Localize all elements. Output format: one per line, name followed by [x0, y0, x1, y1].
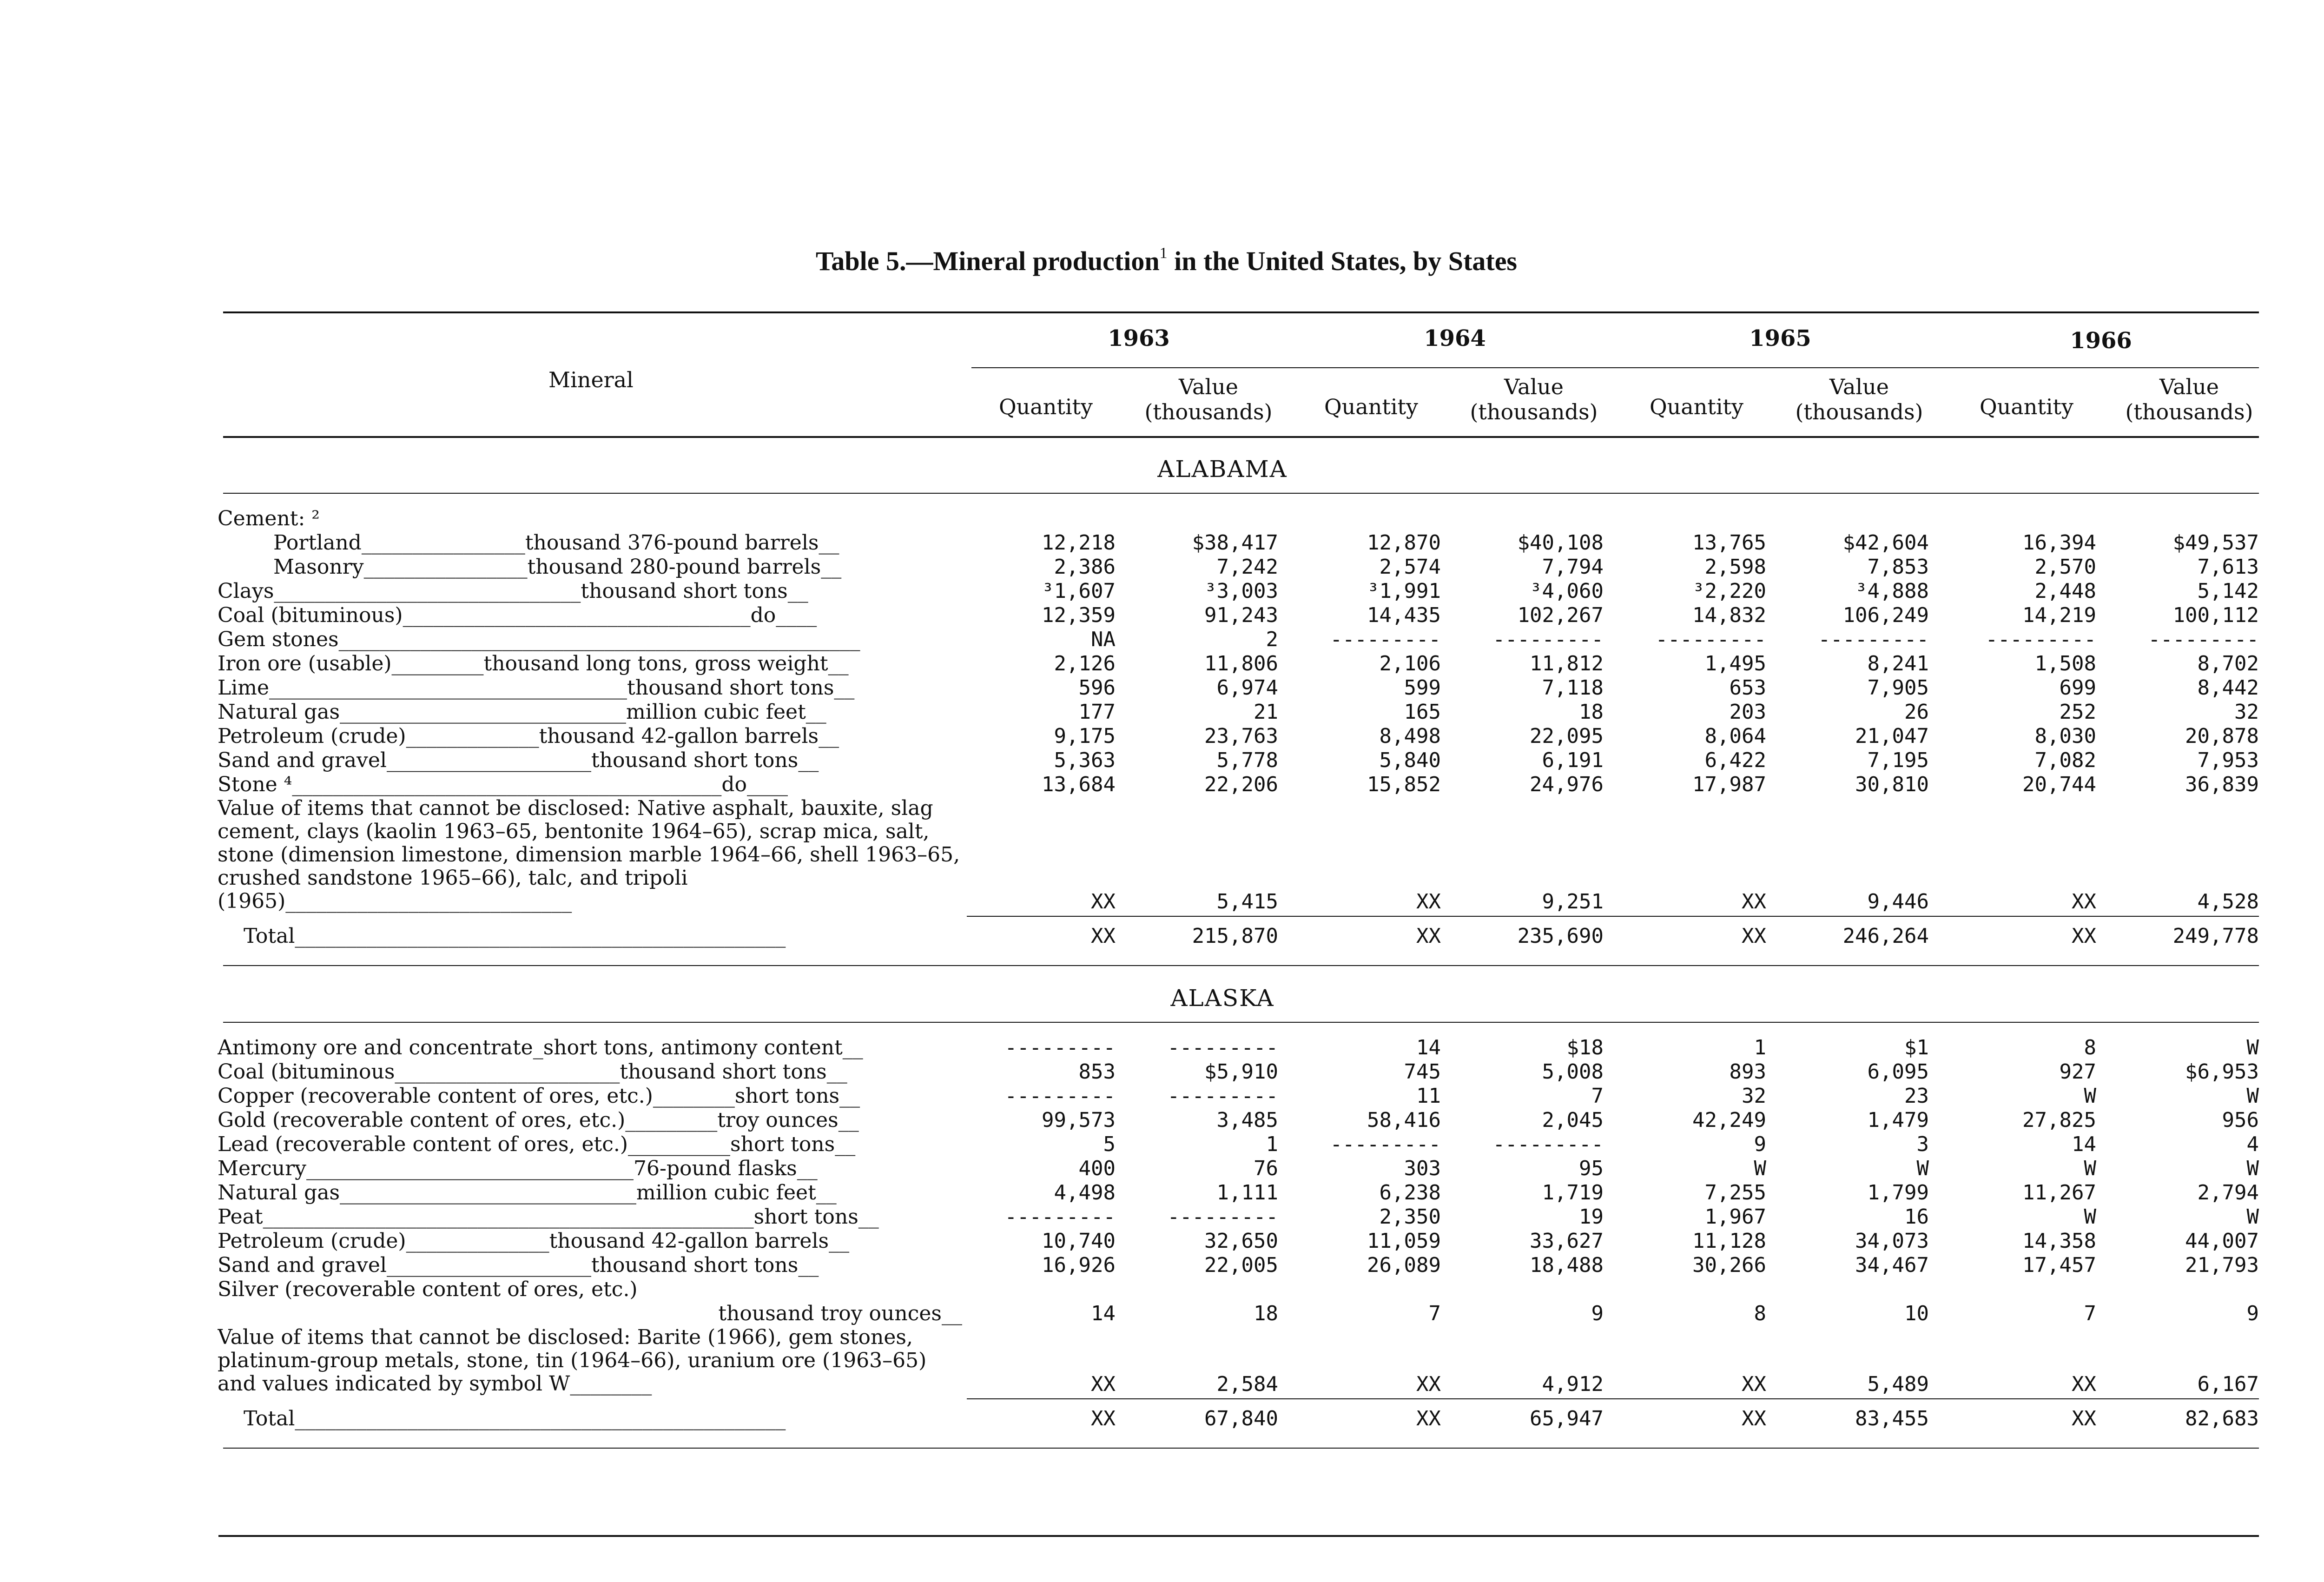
value-cell: ---------: [1167, 1036, 1278, 1059]
value-cell: 3,485: [1216, 1108, 1278, 1132]
quantity-cell: 4,498: [1054, 1181, 1116, 1205]
value-cell: 100,112: [2172, 603, 2259, 627]
quantity-cell: 165: [1404, 700, 1441, 724]
total-rule: [967, 1398, 2259, 1399]
value-cell: 4,912: [1542, 1372, 1604, 1396]
year-header-1965: 1965: [1749, 325, 1811, 351]
quantity-cell: ---------: [1985, 628, 2096, 651]
value-cell: 1,111: [1216, 1181, 1278, 1205]
table-row: [0, 1060, 2324, 1083]
quantity-cell: XX: [1416, 890, 1441, 913]
value-cell: 1: [1266, 1132, 1278, 1156]
quantity-cell: W: [2084, 1084, 2096, 1108]
value-cell: 33,627: [1530, 1229, 1604, 1253]
state-heading-rule: [223, 1022, 2259, 1023]
value-cell: 21: [1254, 700, 1278, 724]
value-cell: 30,810: [1855, 773, 1929, 796]
value-cell: W: [2246, 1036, 2259, 1059]
state-heading-rule: [223, 493, 2259, 494]
table-row: [0, 555, 2324, 578]
value-cell: 1,719: [1542, 1181, 1604, 1205]
quantity-cell: 42,249: [1692, 1108, 1766, 1132]
row-label: thousand troy ounces__: [718, 1302, 962, 1325]
value-cell: 7,118: [1542, 676, 1604, 700]
row-label: Petroleum (crude)______________thousand 42-gallon barrels__: [218, 1229, 850, 1253]
quantity-cell: 596: [1078, 676, 1116, 700]
quantity-cell: 9: [1754, 1132, 1766, 1156]
value-cell: $38,417: [1192, 531, 1278, 555]
row-label: Lime___________________________________thousand short tons__: [218, 676, 855, 700]
row-label: Petroleum (crude)_____________thousand 42-gallon barrels__: [218, 724, 839, 748]
value-cell: 246,264: [1842, 924, 1929, 948]
value-cell: $6,953: [2185, 1060, 2259, 1084]
table-row: [0, 1278, 2324, 1301]
value-cell: W: [1916, 1157, 1929, 1180]
quantity-cell: ³1,991: [1367, 579, 1441, 603]
quantity-cell: 14,435: [1367, 603, 1441, 627]
total-row: [0, 924, 2324, 947]
value-cell: ---------: [1818, 628, 1929, 651]
quantity-cell: 252: [2059, 700, 2096, 724]
value-cell: 24,976: [1530, 773, 1604, 796]
quantity-cell: ---------: [1004, 1205, 1116, 1229]
value-cell: $1: [1904, 1036, 1929, 1059]
value-cell: 82,683: [2185, 1407, 2259, 1430]
quantity-cell: 58,416: [1367, 1108, 1441, 1132]
row-label: Coal (bituminous______________________thousand short tons__: [218, 1060, 847, 1084]
table-row: [0, 724, 2324, 748]
quantity-cell: XX: [1091, 1372, 1116, 1396]
value-cell: 7,195: [1867, 748, 1929, 772]
value-cell: 26: [1904, 700, 1929, 724]
value-cell: 11,812: [1530, 652, 1604, 675]
value-cell: W: [2246, 1157, 2259, 1180]
quantity-column-header: Quantity: [1649, 394, 1744, 419]
row-label: Total________________________________________________: [244, 924, 786, 948]
table-row: [0, 652, 2324, 675]
quantity-cell: 8: [2084, 1036, 2096, 1059]
row-label: Lead (recoverable content of ores, etc.)__________short tons__: [218, 1132, 856, 1156]
header-bottom-rule: [223, 436, 2259, 438]
quantity-cell: 7,082: [2034, 748, 2096, 772]
quantity-cell: 10,740: [1042, 1229, 1116, 1253]
table-row: [0, 1302, 2324, 1325]
quantity-cell: W: [2084, 1157, 2096, 1180]
title-footnote-marker: 1: [1159, 244, 1168, 262]
value-cell: 20,878: [2185, 724, 2259, 748]
quantity-column-header: Quantity: [1979, 394, 2074, 419]
quantity-cell: 203: [1729, 700, 1766, 724]
title-rest: in the United States, by States: [1174, 246, 1518, 276]
quantity-cell: 2,598: [1704, 555, 1766, 579]
quantity-cell: 30,266: [1692, 1253, 1766, 1277]
value-cell: $49,537: [2172, 531, 2259, 555]
value-cell: 235,690: [1517, 924, 1604, 948]
value-cell: 9,251: [1542, 890, 1604, 913]
quantity-cell: XX: [1416, 924, 1441, 948]
quantity-cell: W: [2084, 1205, 2096, 1229]
row-label: Sand and gravel____________________thousand short tons__: [218, 1253, 819, 1277]
value-cell: 65,947: [1530, 1407, 1604, 1430]
quantity-cell: 8,498: [1379, 724, 1441, 748]
quantity-cell: 20,744: [2022, 773, 2096, 796]
row-label: Masonry________________thousand 280-pound barrels__: [273, 555, 842, 579]
row-label: Copper (recoverable content of ores, etc.)________short tons__: [218, 1084, 860, 1108]
value-cell: 8,702: [2197, 652, 2259, 675]
quantity-cell: XX: [1742, 924, 1766, 948]
value-cell: 7,953: [2197, 748, 2259, 772]
quantity-cell: ---------: [1004, 1036, 1116, 1059]
quantity-cell: 6,238: [1379, 1181, 1441, 1205]
quantity-cell: 27,825: [2022, 1108, 2096, 1132]
value-column-header: Value (thousands): [1144, 374, 1273, 424]
quantity-cell: 7: [2084, 1302, 2096, 1325]
value-cell: 19: [1579, 1205, 1604, 1229]
quantity-cell: 2,350: [1379, 1205, 1441, 1229]
quantity-cell: 2,126: [1054, 652, 1116, 675]
total-rule: [967, 916, 2259, 917]
value-cell: 95: [1579, 1157, 1604, 1180]
quantity-cell: 893: [1729, 1060, 1766, 1084]
value-cell: W: [2246, 1205, 2259, 1229]
value-column-header: Value (thousands): [1470, 374, 1598, 424]
value-cell: 67,840: [1204, 1407, 1278, 1430]
value-cell: 10: [1904, 1302, 1929, 1325]
quantity-cell: 7,255: [1704, 1181, 1766, 1205]
table-row: [0, 748, 2324, 772]
quantity-cell: 5,363: [1054, 748, 1116, 772]
value-cell: 9: [1591, 1302, 1604, 1325]
row-label: Cement: ²: [218, 507, 320, 530]
value-cell: 18: [1579, 700, 1604, 724]
row-label: Gold (recoverable content of ores, etc.)_________troy ounces__: [218, 1108, 859, 1132]
quantity-cell: 853: [1078, 1060, 1116, 1084]
value-cell: ---------: [2148, 628, 2259, 651]
value-cell: 7,853: [1867, 555, 1929, 579]
quantity-cell: 13,765: [1692, 531, 1766, 555]
value-cell: 36,839: [2185, 773, 2259, 796]
quantity-cell: ³1,607: [1042, 579, 1116, 603]
quantity-cell: NA: [1091, 628, 1116, 651]
value-cell: 7,242: [1216, 555, 1278, 579]
state-heading: ALASKA: [1170, 985, 1274, 1012]
value-cell: 8,442: [2197, 676, 2259, 700]
table-row: [0, 1132, 2324, 1156]
value-cell: 32,650: [1204, 1229, 1278, 1253]
row-label: Portland________________thousand 376-pound barrels__: [273, 531, 839, 555]
quantity-cell: 699: [2059, 676, 2096, 700]
value-cell: 4,528: [2197, 890, 2259, 913]
value-cell: 16: [1904, 1205, 1929, 1229]
table-row: [0, 1253, 2324, 1277]
value-cell: 4: [2246, 1132, 2259, 1156]
total-row: [0, 1407, 2324, 1430]
section-end-rule: [223, 965, 2259, 966]
quantity-cell: 1,495: [1704, 652, 1766, 675]
quantity-column-header: Quantity: [1324, 394, 1419, 419]
table-row: [0, 1108, 2324, 1132]
table-row: [0, 773, 2324, 796]
quantity-cell: 2,106: [1379, 652, 1441, 675]
table-row: [0, 507, 2324, 530]
quantity-column-header: Quantity: [998, 394, 1093, 419]
quantity-cell: 11,267: [2022, 1181, 2096, 1205]
quantity-cell: 745: [1404, 1060, 1441, 1084]
title-main: Table 5.—Mineral production: [816, 246, 1160, 276]
value-cell: 23,763: [1204, 724, 1278, 748]
quantity-cell: 927: [2059, 1060, 2096, 1084]
quantity-cell: XX: [2072, 1372, 2096, 1396]
quantity-cell: XX: [1416, 1407, 1441, 1430]
quantity-cell: ---------: [1330, 1132, 1441, 1156]
table-row: [0, 1181, 2324, 1204]
quantity-cell: XX: [1742, 890, 1766, 913]
quantity-cell: 2,574: [1379, 555, 1441, 579]
value-cell: 1,479: [1867, 1108, 1929, 1132]
quantity-cell: 26,089: [1367, 1253, 1441, 1277]
table-row: [0, 579, 2324, 602]
quantity-cell: 2,386: [1054, 555, 1116, 579]
row-label: Antimony ore and concentrate_short tons, antimony content__: [218, 1036, 863, 1059]
value-cell: 5,008: [1542, 1060, 1604, 1084]
value-cell: 18,488: [1530, 1253, 1604, 1277]
value-column-header: Value (thousands): [1795, 374, 1923, 424]
quantity-cell: XX: [1742, 1372, 1766, 1396]
value-cell: ³3,003: [1204, 579, 1278, 603]
value-cell: 6,974: [1216, 676, 1278, 700]
quantity-cell: 8,064: [1704, 724, 1766, 748]
mineral-column-header: Mineral: [548, 367, 634, 392]
value-cell: 8,241: [1867, 652, 1929, 675]
quantity-cell: 2,570: [2034, 555, 2096, 579]
quantity-cell: W: [1754, 1157, 1766, 1180]
value-cell: 91,243: [1204, 603, 1278, 627]
row-label: Peat________________________________________________short tons__: [218, 1205, 879, 1229]
quantity-cell: 99,573: [1042, 1108, 1116, 1132]
value-cell: 1,799: [1867, 1181, 1929, 1205]
row-label: Natural gas_____________________________million cubic feet__: [218, 1181, 837, 1205]
row-label: Gem stones___________________________________________________: [218, 628, 860, 651]
quantity-cell: 17,457: [2022, 1253, 2096, 1277]
quantity-cell: XX: [1091, 924, 1116, 948]
year-header-1963: 1963: [1108, 325, 1170, 351]
quantity-cell: 12,218: [1042, 531, 1116, 555]
row-label: Sand and gravel____________________thousand short tons__: [218, 748, 819, 772]
row-label: Silver (recoverable content of ores, etc.): [218, 1278, 638, 1301]
quantity-cell: 11,128: [1692, 1229, 1766, 1253]
quantity-cell: 16,394: [2022, 531, 2096, 555]
value-cell: ³4,888: [1855, 579, 1929, 603]
value-cell: 2,045: [1542, 1108, 1604, 1132]
value-cell: 9,446: [1867, 890, 1929, 913]
section-end-rule: [223, 1448, 2259, 1449]
quantity-cell: 5,840: [1379, 748, 1441, 772]
quantity-cell: XX: [2072, 890, 2096, 913]
value-cell: 34,467: [1855, 1253, 1929, 1277]
quantity-cell: 12,359: [1042, 603, 1116, 627]
table-row: [0, 676, 2324, 699]
table-row: [0, 797, 2324, 913]
quantity-cell: 11: [1416, 1084, 1441, 1108]
value-cell: 11,806: [1204, 652, 1278, 675]
table-row: [0, 1229, 2324, 1252]
quantity-cell: 653: [1729, 676, 1766, 700]
row-label: Stone ⁴__________________________________________do____: [218, 773, 788, 796]
quantity-cell: 400: [1078, 1157, 1116, 1180]
value-cell: 22,005: [1204, 1253, 1278, 1277]
value-cell: 2,794: [2197, 1181, 2259, 1205]
value-cell: 7,905: [1867, 676, 1929, 700]
value-cell: ---------: [1167, 1084, 1278, 1108]
quantity-cell: 1,508: [2034, 652, 2096, 675]
quantity-cell: 599: [1404, 676, 1441, 700]
quantity-cell: 8,030: [2034, 724, 2096, 748]
table-row: [0, 700, 2324, 723]
table-top-rule: [223, 311, 2259, 313]
quantity-cell: XX: [2072, 924, 2096, 948]
value-cell: $42,604: [1842, 531, 1929, 555]
value-cell: 7,613: [2197, 555, 2259, 579]
table-row: [0, 1157, 2324, 1180]
value-cell: 215,870: [1192, 924, 1278, 948]
value-cell: 44,007: [2185, 1229, 2259, 1253]
value-cell: ---------: [1492, 1132, 1604, 1156]
row-label: Value of items that cannot be disclosed: Barite (1966), gem stones, platinum-group metals, stone, tin (1964–66), uranium ore (1963–65) and values indicated by symbol W________: [218, 1326, 927, 1396]
value-cell: 18: [1254, 1302, 1278, 1325]
value-cell: 5,142: [2197, 579, 2259, 603]
quantity-cell: 14,832: [1692, 603, 1766, 627]
value-cell: ---------: [1492, 628, 1604, 651]
quantity-cell: 14,219: [2022, 603, 2096, 627]
quantity-cell: XX: [1416, 1372, 1441, 1396]
quantity-cell: 15,852: [1367, 773, 1441, 796]
value-cell: 7: [1591, 1084, 1604, 1108]
quantity-cell: 16,926: [1042, 1253, 1116, 1277]
quantity-cell: 7: [1428, 1302, 1441, 1325]
quantity-cell: ---------: [1004, 1084, 1116, 1108]
quantity-cell: 303: [1404, 1157, 1441, 1180]
table-title: [816, 245, 1517, 277]
value-cell: 76: [1254, 1157, 1278, 1180]
value-cell: 5,415: [1216, 890, 1278, 913]
year-header-1964: 1964: [1424, 325, 1486, 351]
value-cell: $40,108: [1517, 531, 1604, 555]
year-header-1966: 1966: [2070, 328, 2132, 354]
value-cell: ³4,060: [1530, 579, 1604, 603]
table-row: [0, 531, 2324, 554]
value-cell: 3: [1916, 1132, 1929, 1156]
quantity-cell: 6,422: [1704, 748, 1766, 772]
quantity-cell: 14: [1091, 1302, 1116, 1325]
quantity-cell: ---------: [1330, 628, 1441, 651]
value-cell: 2,584: [1216, 1372, 1278, 1396]
quantity-cell: 13,684: [1042, 773, 1116, 796]
quantity-cell: ---------: [1655, 628, 1766, 651]
value-column-header: Value (thousands): [2125, 374, 2253, 424]
state-heading: ALABAMA: [1157, 456, 1287, 483]
table-row: [0, 603, 2324, 627]
value-cell: 6,167: [2197, 1372, 2259, 1396]
value-cell: 5,489: [1867, 1372, 1929, 1396]
value-cell: 106,249: [1842, 603, 1929, 627]
value-cell: 83,455: [1855, 1407, 1929, 1430]
quantity-cell: 17,987: [1692, 773, 1766, 796]
quantity-cell: 11,059: [1367, 1229, 1441, 1253]
quantity-cell: XX: [1091, 1407, 1116, 1430]
quantity-cell: ³2,220: [1692, 579, 1766, 603]
value-cell: 22,095: [1530, 724, 1604, 748]
value-cell: 21,793: [2185, 1253, 2259, 1277]
quantity-cell: 8: [1754, 1302, 1766, 1325]
value-cell: $5,910: [1204, 1060, 1278, 1084]
quantity-cell: 5: [1103, 1132, 1116, 1156]
quantity-cell: 14,358: [2022, 1229, 2096, 1253]
row-label: Clays______________________________thousand short tons__: [218, 579, 808, 603]
row-label: Mercury________________________________76-pound flasks__: [218, 1157, 818, 1180]
value-cell: 22,206: [1204, 773, 1278, 796]
value-cell: W: [2246, 1084, 2259, 1108]
quantity-cell: 1,967: [1704, 1205, 1766, 1229]
table-row: [0, 1036, 2324, 1059]
quantity-cell: XX: [1091, 890, 1116, 913]
value-cell: 956: [2222, 1108, 2259, 1132]
value-cell: 32: [2234, 700, 2259, 724]
quantity-cell: 32: [1742, 1084, 1766, 1108]
value-cell: 5,778: [1216, 748, 1278, 772]
value-cell: ---------: [1167, 1205, 1278, 1229]
value-cell: $18: [1566, 1036, 1604, 1059]
quantity-cell: 177: [1078, 700, 1116, 724]
value-cell: 23: [1904, 1084, 1929, 1108]
row-label: Natural gas____________________________million cubic feet__: [218, 700, 826, 724]
value-cell: 102,267: [1517, 603, 1604, 627]
quantity-cell: 14: [2072, 1132, 2096, 1156]
table-row: [0, 1084, 2324, 1107]
quantity-cell: 1: [1754, 1036, 1766, 1059]
value-cell: 9: [2246, 1302, 2259, 1325]
table-row: [0, 628, 2324, 651]
table-bottom-rule: [218, 1535, 2259, 1537]
value-cell: 249,778: [2172, 924, 2259, 948]
value-cell: 6,095: [1867, 1060, 1929, 1084]
quantity-cell: 14: [1416, 1036, 1441, 1059]
row-label: Value of items that cannot be disclosed: Native asphalt, bauxite, slag cement, clays (kaolin 1963–65, bentonite 1964–65), scrap mica, salt, stone (dimension limestone, dimension marble 1964–66, shell 1963–65, crushed sandstone 1965–66), talc, and tripoli (1965)____________________________: [218, 797, 960, 913]
row-label: Total________________________________________________: [244, 1407, 786, 1430]
row-label: Coal (bituminous)__________________________________do____: [218, 603, 817, 627]
quantity-cell: 12,870: [1367, 531, 1441, 555]
quantity-cell: XX: [2072, 1407, 2096, 1430]
value-cell: 2: [1266, 628, 1278, 651]
value-cell: 34,073: [1855, 1229, 1929, 1253]
value-cell: 21,047: [1855, 724, 1929, 748]
table-row: [0, 1326, 2324, 1396]
quantity-cell: 9,175: [1054, 724, 1116, 748]
value-cell: 6,191: [1542, 748, 1604, 772]
year-1963-rule: [971, 367, 2259, 368]
quantity-cell: XX: [1742, 1407, 1766, 1430]
value-cell: 7,794: [1542, 555, 1604, 579]
row-label: Iron ore (usable)_________thousand long tons, gross weight__: [218, 652, 849, 675]
table-row: [0, 1205, 2324, 1228]
quantity-cell: 2,448: [2034, 579, 2096, 603]
